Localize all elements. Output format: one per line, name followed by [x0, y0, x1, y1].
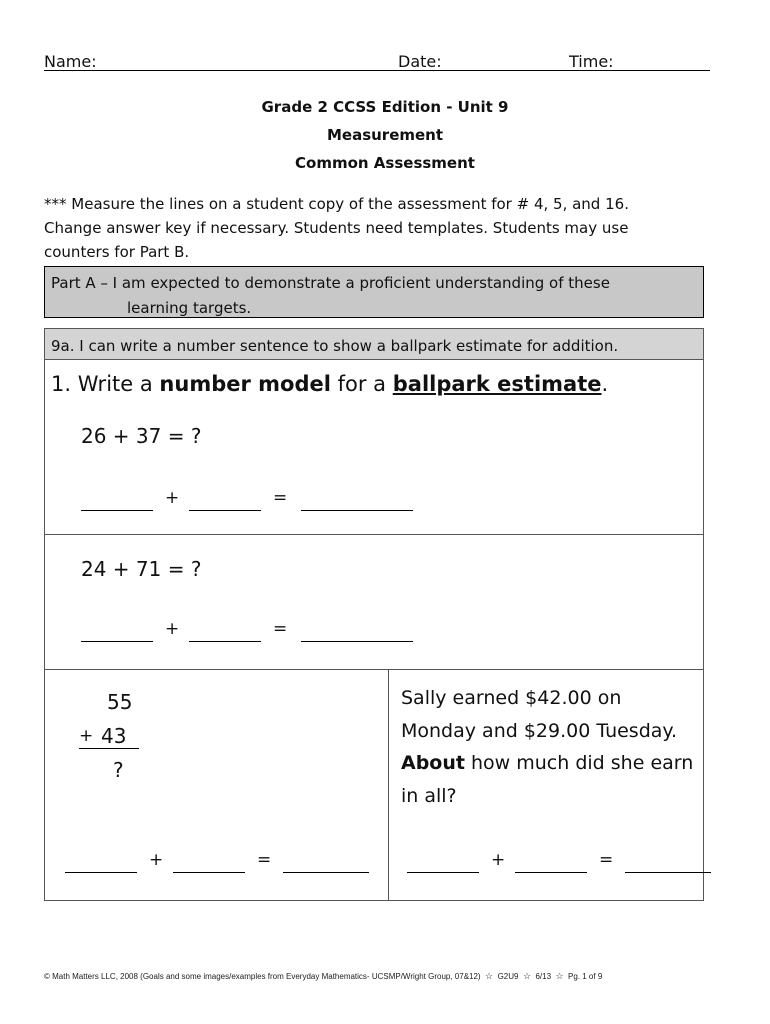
- equals-sign: =: [257, 850, 272, 870]
- title-grade: Grade 2 CCSS Edition - Unit 9: [261, 98, 509, 116]
- learning-target: 9a. I can write a number sentence to show a ballpark estimate for addition.: [44, 328, 704, 360]
- question-1-box: [44, 359, 704, 535]
- answer-blank-3[interactable]: [301, 621, 413, 642]
- addend-43: 43: [101, 724, 127, 748]
- estimate-answer-row: [81, 621, 481, 645]
- question-4-box: [388, 669, 704, 901]
- note-line-1: *** Measure the lines on a student copy of the assessment for # 4, 5, and 16.: [44, 195, 629, 213]
- star-icon: ☆: [522, 971, 532, 981]
- plus-sign: +: [165, 619, 180, 639]
- teacher-note: [44, 192, 724, 264]
- time-label: Time:: [569, 52, 614, 71]
- title-measurement: Measurement: [326, 126, 444, 144]
- part-a-line-1: Part A – I am expected to demonstrate a proficient understanding of these: [51, 274, 610, 292]
- word-problem-line-1: Sally earned $42.00 on: [401, 687, 622, 709]
- prompt-period: .: [601, 372, 609, 396]
- problem-24-71: 24 + 71 = ?: [81, 557, 202, 581]
- answer-blank-1[interactable]: [65, 852, 137, 873]
- prompt-text: Write a: [77, 372, 153, 396]
- word-problem-line-3: [401, 747, 701, 780]
- plus-sign: +: [165, 488, 180, 508]
- answer-blank-3[interactable]: [625, 852, 711, 873]
- answer-blank-3[interactable]: [301, 490, 413, 511]
- word-problem-line-4: in all?: [401, 784, 457, 807]
- word-problem: [401, 682, 701, 812]
- equals-sign: =: [273, 488, 288, 508]
- part-a-line-2: learning targets.: [127, 299, 252, 317]
- question-number: 1.: [51, 372, 72, 396]
- problem-26-37: 26 + 37 = ?: [81, 424, 202, 448]
- answer-blank-1[interactable]: [81, 621, 153, 642]
- plus-sign: +: [149, 850, 164, 870]
- answer-blank-3[interactable]: [283, 852, 369, 873]
- equals-sign: =: [273, 619, 288, 639]
- estimate-answer-row: [407, 852, 703, 876]
- equals-sign: =: [599, 850, 614, 870]
- footer-code: G2U9: [497, 972, 519, 981]
- title-assessment: Common Assessment: [295, 154, 475, 172]
- plus-sign: +: [79, 726, 94, 746]
- part-a-banner: [44, 266, 704, 318]
- addend-43-row: [79, 724, 139, 749]
- time-line[interactable]: [569, 70, 710, 71]
- name-line[interactable]: [44, 70, 389, 71]
- estimate-answer-row: [81, 490, 481, 514]
- note-line-2: Change answer key if necessary. Students need templates. Students may use: [44, 219, 629, 237]
- answer-blank-2[interactable]: [173, 852, 245, 873]
- date-line[interactable]: [389, 70, 569, 71]
- note-line-3: counters for Part B.: [44, 243, 190, 261]
- date-label: Date:: [398, 52, 442, 71]
- footer-date: 6/13: [535, 972, 552, 981]
- answer-blank-2[interactable]: [189, 490, 261, 511]
- addend-55: 55: [107, 690, 133, 714]
- sum-unknown: ?: [113, 758, 124, 782]
- star-icon: ☆: [485, 971, 494, 981]
- question-1-prompt: [51, 372, 608, 396]
- header-fields: [44, 52, 710, 72]
- question-3-box: [44, 669, 389, 901]
- word-problem-line-2: Monday and $29.00 Tuesday.: [401, 719, 677, 742]
- about-bold: About: [401, 752, 465, 774]
- number-model-term: number model: [159, 372, 331, 396]
- answer-blank-1[interactable]: [407, 852, 479, 873]
- estimate-answer-row: [65, 852, 385, 876]
- word-problem-line-3-rest: how much did she earn: [471, 752, 694, 774]
- answer-blank-1[interactable]: [81, 490, 153, 511]
- ballpark-estimate-term: ballpark estimate: [392, 372, 602, 396]
- footer-copyright: © Math Matters LLC, 2008: [44, 972, 138, 981]
- plus-sign: +: [491, 850, 506, 870]
- answer-blank-2[interactable]: [515, 852, 587, 873]
- question-2-box: [44, 534, 704, 670]
- footer-source: (Goals and some images/examples from Everyday Mathematics- UCSMP/Wright Group, 07&12): [140, 972, 481, 981]
- answer-blank-2[interactable]: [189, 621, 261, 642]
- footer-page-number: Pg. 1 of 9: [568, 972, 603, 981]
- prompt-text-mid: for a: [337, 372, 387, 396]
- star-icon: ☆: [555, 971, 564, 981]
- name-label: Name:: [44, 52, 97, 71]
- page-footer: [44, 971, 724, 982]
